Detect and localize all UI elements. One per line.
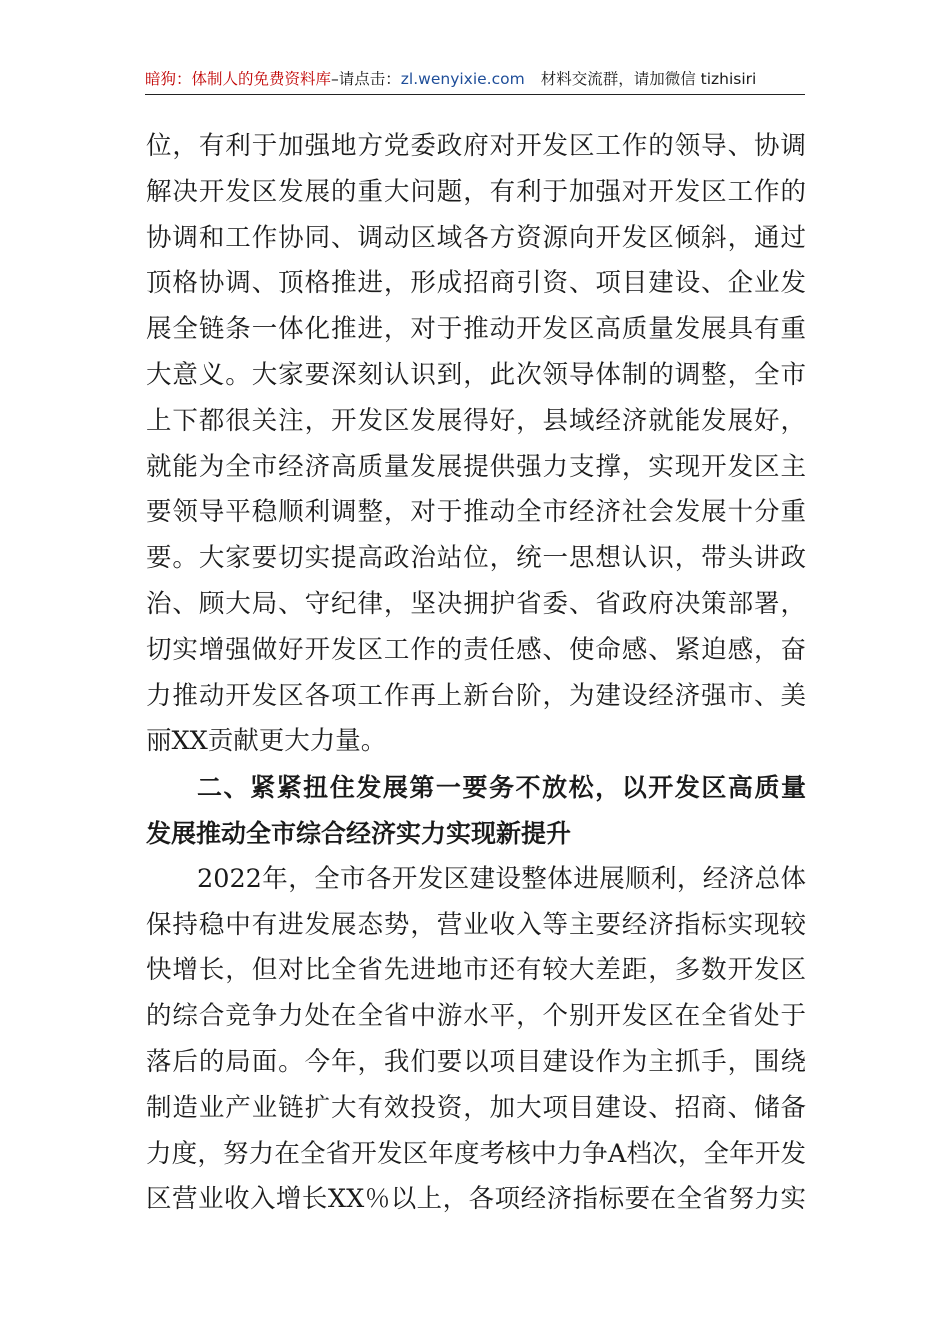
paragraph-1 bbox=[146, 124, 806, 765]
paragraph-line: 丽XX贡献更大力量。 bbox=[146, 726, 387, 757]
paragraph-line: 大意义。大家要深刻认识到，此次领导体制的调整，全市 bbox=[146, 359, 806, 390]
paragraph-line: 的综合竞争力处在全省中游水平，个别开发区在全省处于 bbox=[146, 1001, 806, 1032]
document-body bbox=[146, 124, 806, 1223]
paragraph-line: 解决开发区发展的重大问题，有利于加强对开发区工作的 bbox=[146, 176, 806, 207]
paragraph-line: 2022年，全市各开发区建设整体进展顺利，经济总体 bbox=[197, 863, 806, 894]
paragraph-line: 快增长，但对比全省先进地市还有较大差距，多数开发区 bbox=[146, 955, 806, 986]
header-brand: 暗狗：体制人的免费资料库 bbox=[145, 70, 332, 88]
page-header bbox=[145, 66, 805, 95]
paragraph-line: 就能为全市经济高质量发展提供强力支撑，实现开发区主 bbox=[146, 451, 806, 482]
paragraph-line: 制造业产业链扩大有效投资，加大项目建设、招商、储备 bbox=[146, 1092, 806, 1123]
paragraph-line: 力度，努力在全省开发区年度考核中力争A档次，全年开发 bbox=[146, 1138, 806, 1169]
paragraph-line: 落后的局面。今年，我们要以项目建设作为主抓手，围绕 bbox=[146, 1046, 806, 1077]
header-url-link[interactable]: zl.wenyixie.com bbox=[400, 70, 525, 88]
section-heading-2 bbox=[146, 765, 806, 857]
paragraph-line: 治、顾大局、守纪律，坚决拥护省委、省政府决策部署， bbox=[146, 588, 806, 619]
paragraph-line: 顶格协调、顶格推进，形成招商引资、项目建设、企业发 bbox=[146, 268, 806, 299]
paragraph-line: 切实增强做好开发区工作的责任感、使命感、紧迫感，奋 bbox=[146, 634, 806, 665]
paragraph-line: 要领导平稳顺利调整，对于推动全市经济社会发展十分重 bbox=[146, 497, 806, 528]
paragraph-line: 展全链条一体化推进，对于推动开发区高质量发展具有重 bbox=[146, 314, 806, 345]
paragraph-line: 力推动开发区各项工作再上新台阶，为建设经济强市、美 bbox=[146, 680, 806, 711]
header-contact: 材料交流群，请加微信 tizhisiri bbox=[540, 70, 757, 88]
heading-line: 发展推动全市综合经济实力实现新提升 bbox=[146, 818, 572, 848]
paragraph-line: 协调和工作协同、调动区域各方资源向开发区倾斜，通过 bbox=[146, 222, 806, 253]
paragraph-line: 区营业收入增长XX％以上，各项经济指标要在全省努力实 bbox=[146, 1184, 806, 1215]
heading-line: 二、紧紧扭住发展第一要务不放松，以开发区高质量 bbox=[197, 773, 806, 803]
paragraph-line: 保持稳中有进发展态势，营业收入等主要经济指标实现较 bbox=[146, 909, 806, 940]
paragraph-2 bbox=[146, 857, 806, 1223]
paragraph-line: 上下都很关注，开发区发展得好，县域经济就能发展好， bbox=[146, 405, 806, 436]
paragraph-line: 位，有利于加强地方党委政府对开发区工作的领导、协调 bbox=[146, 131, 806, 161]
paragraph-line: 要。大家要切实提高政治站位，统一思想认识，带头讲政 bbox=[146, 543, 806, 574]
header-click-prompt: –请点击： bbox=[331, 70, 401, 88]
